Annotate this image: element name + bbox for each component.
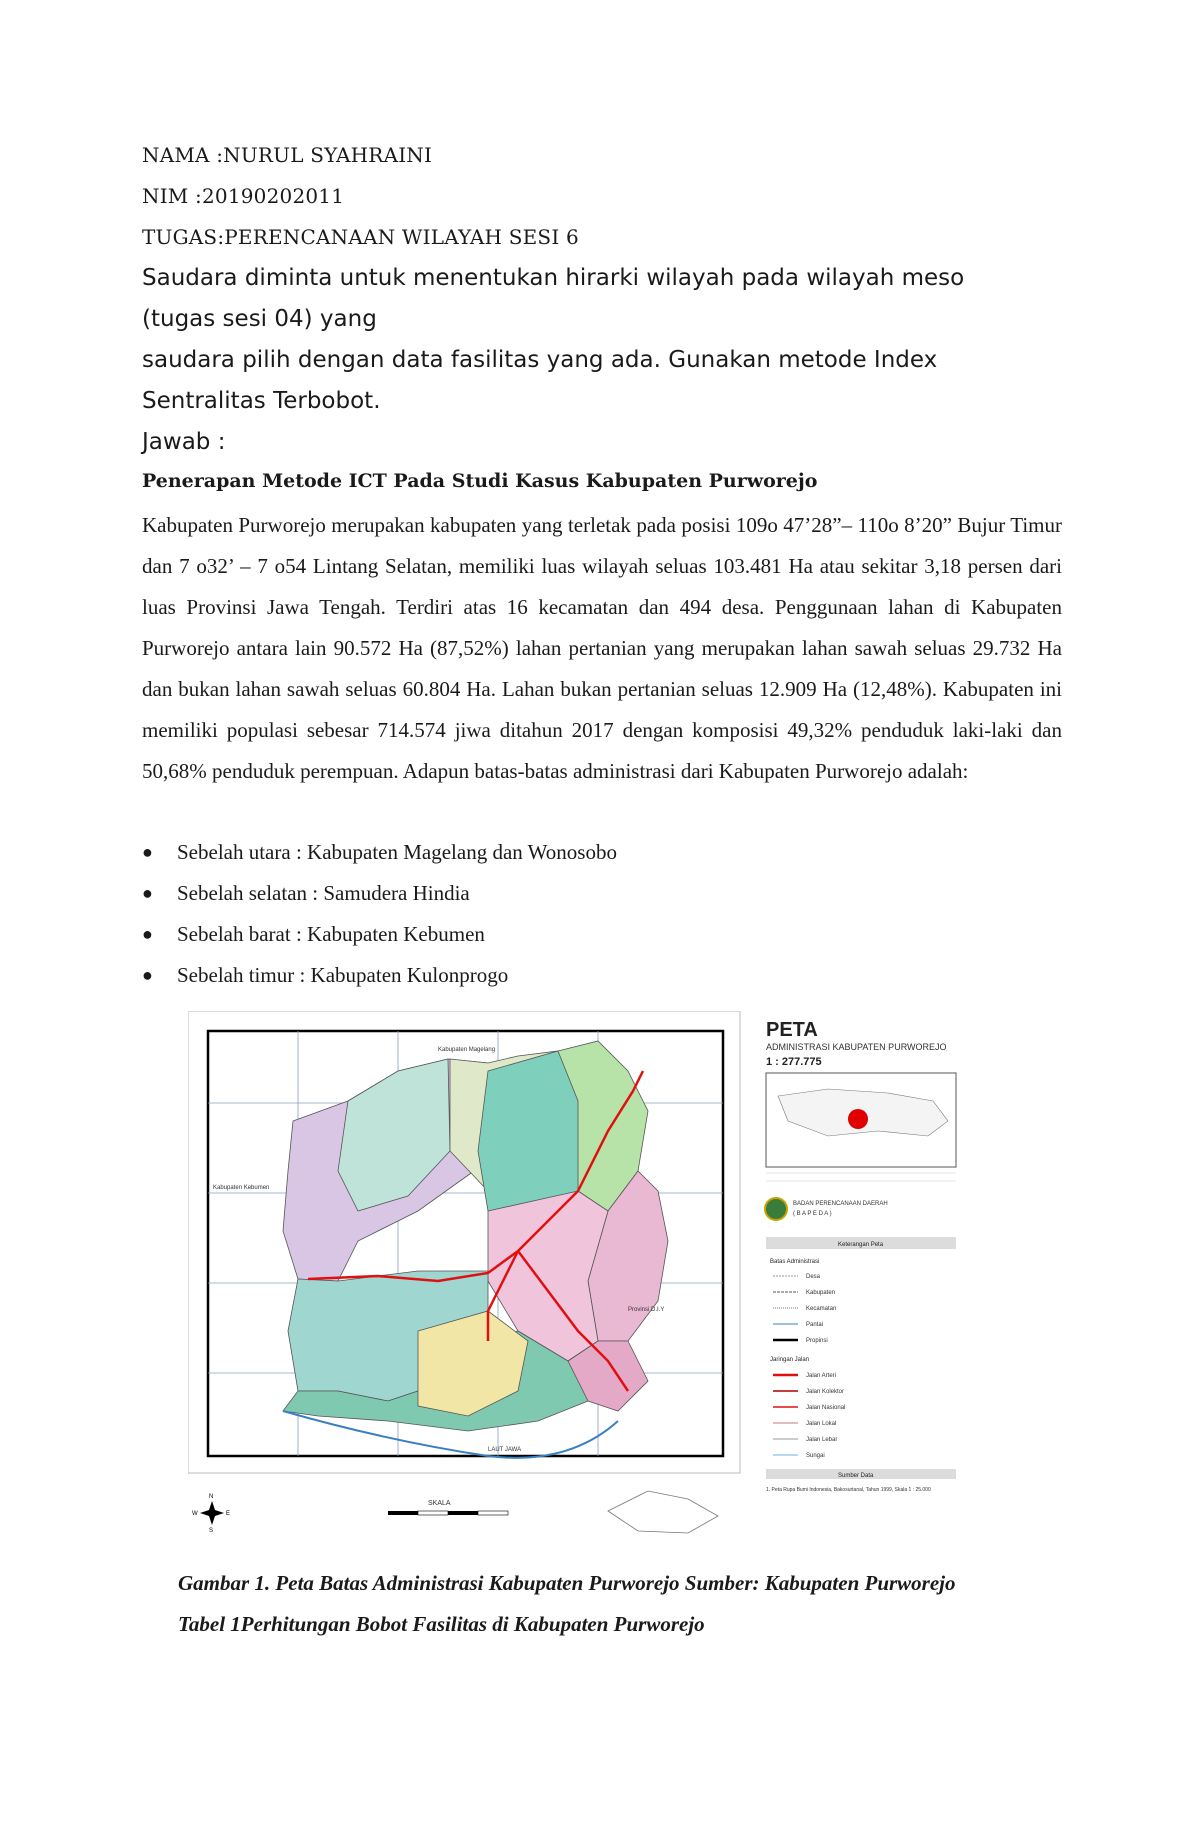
legend-title: Keterangan Peta: [838, 1242, 884, 1248]
list-item: ● Sebelah utara : Kabupaten Magelang dan Wonosobo: [142, 832, 617, 873]
legend-item: Sungai: [806, 1453, 825, 1459]
legend-item: Propinsi: [806, 1338, 828, 1344]
assignment-title: TUGAS:PERENCANAAN WILAYAH SESI 6: [142, 225, 579, 249]
svg-text:E: E: [226, 1511, 231, 1517]
bullet-icon: ●: [142, 883, 153, 903]
task-line-4: Sentralitas Terbobot.: [142, 388, 381, 414]
bullet-icon: ●: [142, 965, 153, 985]
agency-logo: [765, 1198, 787, 1220]
list-item: ● Sebelah timur : Kabupaten Kulonprogo: [142, 955, 617, 996]
bullet-icon: ●: [142, 842, 153, 862]
legend-item: Jalan Lebar: [806, 1437, 838, 1443]
answer-label: Jawab :: [142, 429, 226, 455]
map-title: PETA: [766, 1019, 818, 1041]
legend-item: Kabupaten: [806, 1290, 836, 1296]
source-text: 1. Peta Rupa Bumi Indonesia, Bakosurtanal, Tahun 1999, Skala 1 : 25.000: [766, 1487, 931, 1493]
task-line-1: Saudara diminta untuk menentukan hirarki wilayah pada wilayah meso: [142, 265, 965, 291]
administrative-map-figure: [188, 1011, 963, 1541]
map-agency: BADAN PERENCANAAN DAERAH: [793, 1201, 888, 1207]
figure-caption: Gambar 1. Peta Batas Administrasi Kabupaten Purworejo Sumber: Kabupaten Purworejo: [178, 1571, 956, 1595]
student-name: NAMA :NURUL SYAHRAINI: [142, 143, 433, 167]
scale-label: SKALA: [428, 1500, 451, 1507]
list-item: ● Sebelah selatan : Samudera Hindia: [142, 873, 617, 914]
boundary-list: [142, 832, 617, 996]
map-label-south: LAUT JAWA: [488, 1447, 522, 1453]
map-subtitle: ADMINISTRASI KABUPATEN PURWOREJO: [766, 1042, 947, 1052]
legend-item: Jalan Arteri: [806, 1373, 837, 1379]
map-agency-short: ( B A P E D A ): [793, 1211, 832, 1217]
map-label-west: Kabupaten Kebumen: [213, 1185, 270, 1191]
map-label-east: Provinsi D.I.Y: [628, 1307, 665, 1313]
bullet-icon: ●: [142, 924, 153, 944]
legend-item: Pantai: [806, 1322, 824, 1328]
location-marker: [848, 1109, 868, 1129]
source-title: Sumber Data: [838, 1473, 874, 1479]
legend-item: Jalan Lokal: [806, 1421, 837, 1427]
legend-item: Jalan Nasional: [806, 1405, 846, 1411]
legend-item: Jalan Kolektor: [806, 1389, 845, 1395]
table-caption: Tabel 1Perhitungan Bobot Fasilitas di Kabupaten Purworejo: [178, 1612, 705, 1636]
legend-item: Kecamatan: [806, 1306, 837, 1312]
svg-text:W: W: [192, 1511, 198, 1517]
compass-icon: [192, 1494, 230, 1534]
student-nim: NIM :20190202011: [142, 184, 345, 208]
legend-group-roads: Jaringan Jalan: [770, 1357, 810, 1363]
task-line-2: (tugas sesi 04) yang: [142, 306, 377, 332]
map-label-north: Kabupaten Magelang: [438, 1047, 496, 1053]
legend-group-admin: Batas Administrasi: [770, 1259, 820, 1265]
list-item: ● Sebelah barat : Kabupaten Kebumen: [142, 914, 617, 955]
legend-item: Desa: [806, 1274, 821, 1280]
svg-text:N: N: [209, 1494, 214, 1500]
svg-text:S: S: [209, 1528, 214, 1534]
section-heading: Penerapan Metode ICT Pada Studi Kasus Kabupaten Purworejo: [142, 470, 818, 492]
body-paragraph: Kabupaten Purworejo merupakan kabupaten yang terletak pada posisi 109o 47’28”– 110o 8’20” Bujur Timur dan 7 o32’ – 7 o54 Lintang Selatan, memiliki luas wilayah seluas 103.481 Ha atau sekitar 3,18 persen dari luas Provinsi Jawa Tengah. Terdiri atas 16 kecamatan dan 494 desa. Penggunaan lahan di Kabupaten Purworejo antara lain 90.572 Ha (87,52%) lahan pertanian yang merupakan lahan sawah seluas 29.732 Ha dan bukan lahan sawah seluas 60.804 Ha. Lahan bukan pertanian seluas 12.909 Ha (12,48%). Kabupaten ini memiliki populasi sebesar 714.574 jiwa ditahun 2017 dengan komposisi 49,32% penduduk laki-laki dan 50,68% penduduk perempuan. Adapun batas-batas administrasi dari Kabupaten Purworejo adalah:: [142, 513, 1062, 783]
task-line-3: saudara pilih dengan data fasilitas yang ada. Gunakan metode Index: [142, 347, 938, 373]
scale-bar: [388, 1511, 508, 1515]
map-scale: 1 : 277.775: [766, 1056, 822, 1068]
